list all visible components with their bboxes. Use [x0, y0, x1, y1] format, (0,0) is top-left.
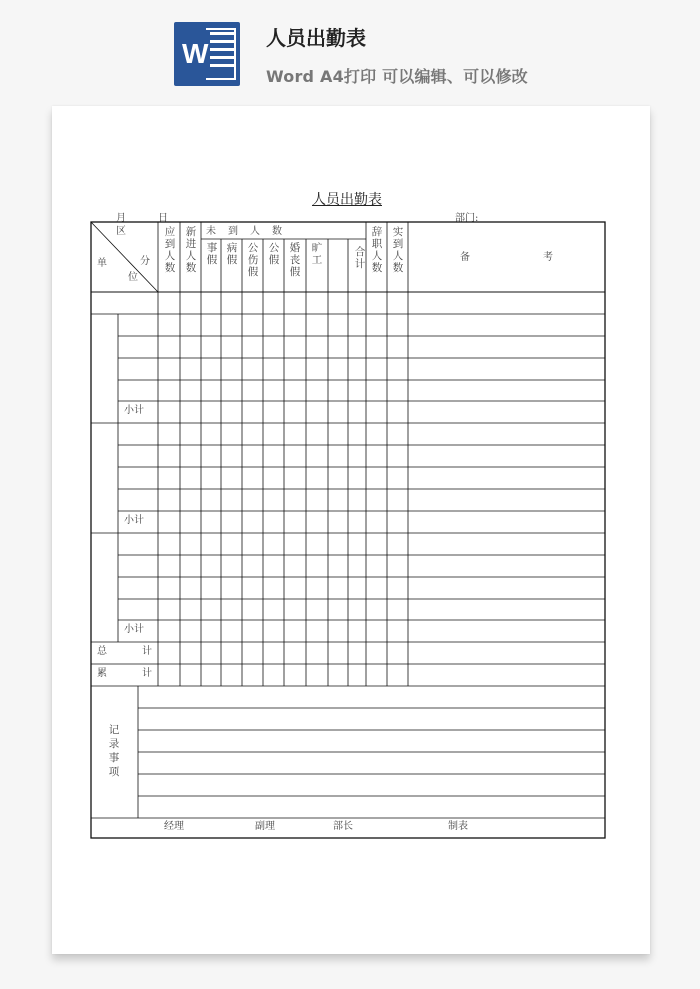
sign-manager: 经理 [164, 821, 184, 832]
header-personal-leave: 事假 [206, 242, 218, 266]
header-new-hires: 新进人数 [185, 226, 197, 274]
header-should-attend: 应到人数 [164, 226, 176, 274]
grand-total-label-a: 总 [97, 646, 107, 657]
header-actual-attend: 实到人数 [392, 226, 404, 274]
header-division: 分 [140, 256, 150, 267]
subtotal-label: 小计 [124, 515, 144, 526]
sign-dept-head: 部长 [333, 821, 353, 832]
header-region: 区 [116, 226, 126, 237]
cumulative-label-a: 累 [97, 668, 107, 679]
header-unit: 单 [97, 258, 107, 269]
notes-label: 记录事项 [108, 724, 120, 778]
sign-prepared-by: 制表 [448, 821, 468, 832]
header-truancy: 旷工 [311, 242, 323, 266]
banner-subtitle: Word A4打印 可以编辑、可以修改 [266, 67, 528, 86]
subtotal-label: 小计 [124, 624, 144, 635]
header-marriage-funeral-leave: 婚丧假 [289, 242, 301, 278]
banner-title: 人员出勤表 [266, 26, 366, 50]
grand-total-label-b: 计 [142, 646, 152, 657]
day-label: 日 [158, 213, 168, 224]
sign-vice-manager: 副理 [255, 821, 275, 832]
month-label: 月 [116, 213, 126, 224]
header-injury-leave: 公伤假 [247, 242, 259, 278]
header-official-leave: 公假 [268, 242, 280, 266]
header-remarks-b: 考 [543, 252, 553, 263]
header-absent-title: 未 到 人 数 [206, 226, 283, 237]
word-logo-letter: W [182, 38, 209, 69]
department-label: 部门: [455, 213, 479, 224]
header-remarks-a: 备 [460, 252, 470, 263]
header-sick-leave: 病假 [226, 242, 238, 266]
header-total: 合计 [354, 246, 366, 270]
subtotal-label: 小计 [124, 405, 144, 416]
header-position: 位 [128, 272, 138, 283]
header-resigned: 辞职人数 [371, 226, 383, 274]
cumulative-label-b: 计 [142, 668, 152, 679]
document-title: 人员出勤表 [312, 192, 382, 208]
